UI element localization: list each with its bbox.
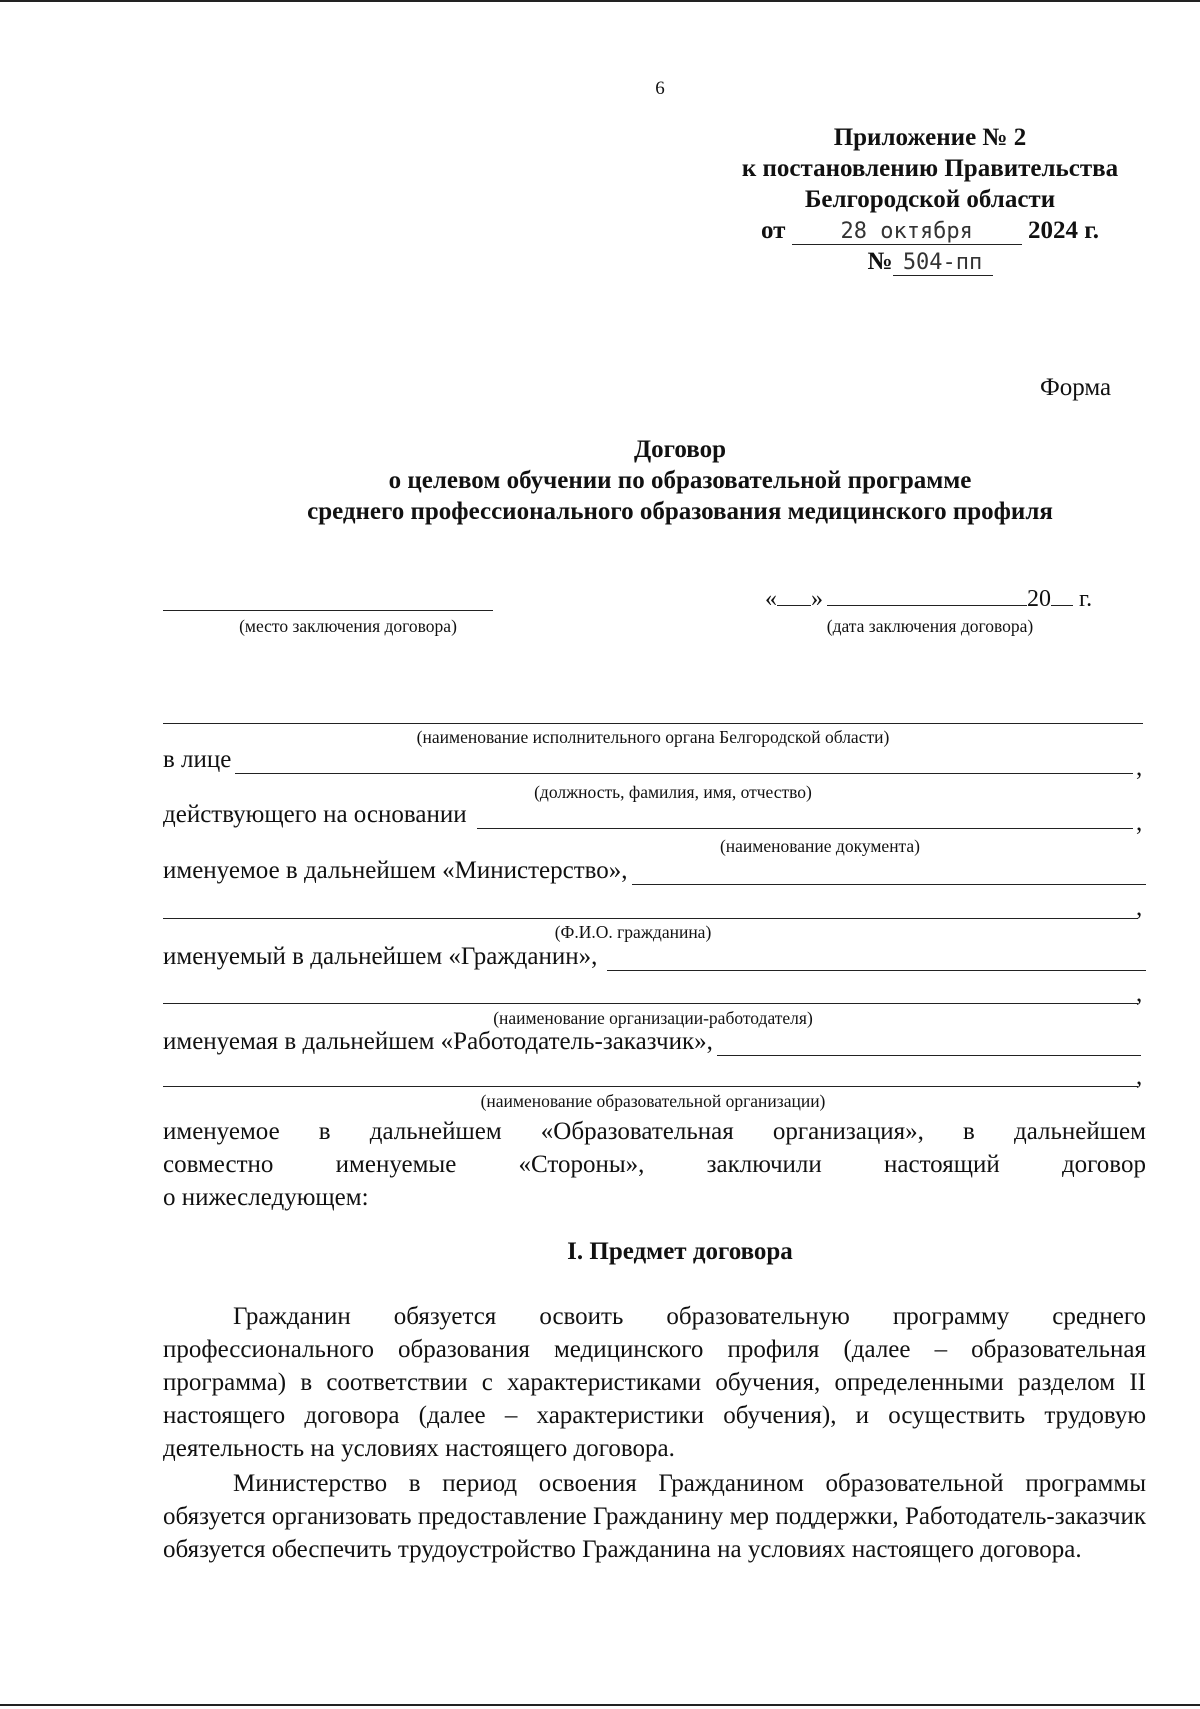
title-line-2: о целевом обучении по образовательной программе [388, 467, 972, 494]
place-caption: (место заключения договора) [239, 616, 457, 636]
employer-extra-field[interactable] [717, 1035, 1141, 1056]
form-label: Форма [1040, 374, 1112, 401]
comma: , [1136, 894, 1143, 921]
person-label: в лице [163, 746, 232, 773]
employer-label: именуемая в дальнейшем «Работодатель-заказчик», [163, 1028, 713, 1055]
citizen-field[interactable] [163, 918, 1138, 919]
appendix-title: Приложение № 2 [833, 124, 1027, 151]
year-blank[interactable] [1051, 587, 1073, 606]
page-edge-top [0, 0, 1200, 2]
section-paragraph-2: Министерство в период освоения Гражданином образовательной программы обязуется организовать предоставление Гражданину мер поддержки, Работодатель-заказчик обязуется обеспечить трудоустройство Гражданина на условиях настоящего договора. [163, 1470, 1146, 1563]
month-blank[interactable] [827, 587, 1027, 606]
comma: , [1136, 1063, 1143, 1090]
title-line-1: Договор [633, 436, 727, 463]
number-prefix: № [867, 248, 893, 275]
page-number: 6 [655, 78, 665, 99]
citizen-caption: (Ф.И.О. гражданина) [554, 922, 712, 942]
employer-row [163, 1028, 1141, 1056]
intro-word: в [318, 1118, 331, 1145]
section-title: I. Предмет договора [567, 1238, 793, 1265]
basis-caption: (наименование документа) [719, 836, 921, 856]
appendix-subtitle: к постановлению Правительства [741, 155, 1119, 182]
basis-row [163, 801, 1133, 829]
citizen-row [163, 943, 1146, 971]
intro-word: «Стороны», [518, 1151, 645, 1178]
basis-field[interactable] [477, 808, 1133, 829]
intro-word: договор [1061, 1151, 1146, 1178]
year-prefix: 20 [1027, 586, 1051, 612]
comma: , [1136, 980, 1143, 1007]
comma: , [1136, 754, 1143, 781]
appendix-number-line [690, 246, 1170, 277]
contract-date-field [765, 586, 1092, 613]
date-caption: (дата заключения договора) [826, 616, 1034, 636]
decree-year: 2024 г. [1027, 217, 1099, 244]
date-prefix: от [761, 217, 786, 244]
intro-paragraph [163, 1115, 1146, 1214]
appendix-block [690, 122, 1170, 277]
intro-word: организация», [772, 1118, 924, 1145]
ministry-label: именуемое в дальнейшем «Министерство», [163, 857, 628, 884]
comma: , [1136, 809, 1143, 836]
document-title [150, 434, 1200, 527]
citizen-extra-field[interactable] [607, 950, 1146, 971]
page-edge-bottom [0, 1704, 1200, 1706]
person-row [163, 746, 1133, 774]
appendix-region: Белгородской области [804, 186, 1056, 213]
citizen-label: именуемый в дальнейшем «Гражданин», [163, 943, 598, 970]
intro-word: заключили [706, 1151, 822, 1178]
intro-word: настоящий [884, 1151, 1000, 1178]
employer-field[interactable] [163, 1003, 1138, 1004]
organ-caption: (наименование исполнительного органа Белгородской области) [416, 727, 890, 747]
place-field[interactable] [163, 610, 493, 611]
intro-word: дальнейшем [369, 1118, 502, 1145]
intro-word: именуемые [335, 1151, 457, 1178]
intro-line-2 [163, 1148, 1146, 1181]
intro-word: «Образовательная [540, 1118, 734, 1145]
decree-number: 504-пп [893, 251, 993, 276]
edu-org-caption: (наименование образовательной организации) [480, 1091, 826, 1111]
intro-word: именуемое [163, 1118, 280, 1145]
intro-line-3: о нижеследующем: [163, 1184, 369, 1211]
person-field[interactable] [235, 753, 1133, 774]
intro-word: в [963, 1118, 975, 1145]
date-open-quote: « [765, 586, 777, 612]
day-blank[interactable] [777, 587, 811, 606]
intro-line-1 [163, 1115, 1146, 1148]
employer-caption: (наименование организации-работодателя) [493, 1008, 813, 1028]
intro-word: совместно [163, 1151, 274, 1178]
date-close-quote: » [811, 586, 823, 612]
section-paragraph-1: Гражданин обязуется освоить образовательную программу среднего профессионального образования медицинского профиля (далее – образовательная программа) в соответствии с характеристиками обучения, определенными разделом II настоящего договора (далее – характеристики обучения), и осуществить трудовую деятельность на условиях настоящего договора. [163, 1303, 1146, 1462]
year-suffix: г. [1079, 586, 1093, 612]
edu-org-field[interactable] [163, 1086, 1138, 1087]
decree-date: 28 октября [792, 220, 1022, 245]
intro-word: дальнейшем [1013, 1118, 1146, 1145]
appendix-date-line [690, 215, 1170, 246]
title-line-3: среднего профессионального образования медицинского профиля [307, 498, 1053, 525]
ministry-row [163, 857, 1146, 885]
basis-label: действующего на основании [163, 801, 467, 828]
person-caption: (должность, фамилия, имя, отчество) [534, 782, 812, 802]
ministry-field[interactable] [632, 864, 1146, 885]
organ-field[interactable] [163, 723, 1143, 724]
